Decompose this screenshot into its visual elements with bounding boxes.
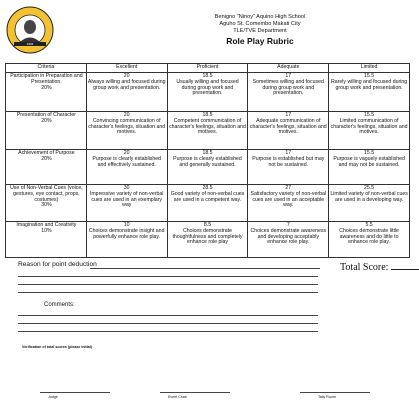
judge-signature-line[interactable] [40,392,110,393]
header-criteria: Criteria [6,64,87,73]
rating-cell [329,150,410,185]
criteria-cell [6,112,87,150]
criteria-name: Achievement of Purpose [18,150,75,156]
rating-cell [329,222,410,258]
total-score-field[interactable] [391,261,419,270]
rating-cell [248,222,329,258]
rating-description: Purpose is clearly established and generally sustained. [173,155,242,168]
rating-cell [167,73,248,112]
rating-description: Always willing and focused during group work and presentation. [87,78,166,91]
total-score-label: Total Score: [340,262,389,273]
rating-score: 15.5 [364,112,375,118]
rating-score: 30 [123,185,130,191]
criteria-weight: 20% [41,155,52,162]
comments-input-line[interactable] [18,331,318,332]
rating-description: Choices demonstrate awareness and developing acceptably enhance role play. [250,227,327,246]
reason-input-line[interactable] [90,268,320,269]
rating-score: 15.5 [364,73,375,79]
rating-score: 27 [285,185,292,191]
rating-cell [86,222,167,258]
rating-description: Impressive variety of non-verbal cues are used in an exemplary way [89,190,164,209]
rating-score: 17 [285,150,292,156]
rating-cell [167,185,248,222]
rating-cell [167,222,248,258]
rating-description: Usually willing and focused during group work and presentation. [176,78,239,97]
comments-input-line[interactable] [18,323,318,324]
rubric-title: Role Play Rubric [226,36,294,46]
school-seal-logo [6,6,54,54]
criteria-weight: 20% [41,84,52,91]
rating-description: Purpose is established but may not be sustained. [252,155,325,168]
rating-description: Purpose is vaguely established and may not be sustained. [333,155,405,168]
rating-score: 20 [123,150,130,156]
table-row [6,73,410,112]
rating-description: Convincing communication of character's feelings, situation and motives. [88,117,166,136]
rating-cell [248,112,329,150]
table-row [6,185,410,222]
criteria-name: Participation in Preparation and Presentation. [10,73,83,85]
table-row [6,150,410,185]
rating-description: Purpose is clearly established and effectively sustained. [92,155,162,168]
rating-cell [86,73,167,112]
rating-description: Choices demonstrate thoughtfulness and completely enhance role play [172,227,243,246]
verification-label: Verification of total scores (please initial) [22,345,92,349]
header-proficient: Proficient [167,64,248,73]
rating-score: 25.5 [364,185,375,191]
criteria-cell [6,222,87,258]
rubric-table [5,63,410,258]
rating-description: Adequate communication of character's feelings, situation and motives. [249,117,327,136]
criteria-name: Use of Non-Verbal Cues (voice, gestures, eye contact, props, costumes) [10,185,83,203]
tally-room-label: Tally Room [318,395,336,399]
rating-score: 20 [123,112,130,118]
rating-score: 17 [285,73,292,79]
rating-description: Limited variety of non-verbal cues are used in a developing way. [330,190,408,203]
rating-cell [329,185,410,222]
rating-description: Rarely willing and focused during group work and presentation. [331,78,408,91]
rating-score: 20 [123,73,130,79]
table-row [6,112,410,150]
judge-label: Judge [48,395,58,399]
criteria-weight: 10% [41,227,52,234]
total-score [340,261,419,273]
rating-score: 18.5 [202,150,213,156]
reason-input-line[interactable] [18,276,318,277]
rating-score: 7 [286,222,290,228]
rating-description: Good variety of non-verbal cues are used in a competent way. [170,190,245,203]
rating-score: 18.5 [202,112,213,118]
criteria-name: Imagination and Creativity [16,222,77,228]
rating-description: Competent communication of character's feelings, situation and motives. [169,117,246,136]
event-chair-label: Event Chair [168,395,187,399]
rating-cell [86,112,167,150]
table-header-row [6,64,410,73]
rating-cell [248,150,329,185]
rating-score: 17 [285,112,292,118]
rating-description: Sometimes willing and focused during group work and presentation. [252,78,324,97]
rating-score: 15.5 [364,150,375,156]
rating-description: Choices demonstrate little awareness and do little to enhance role play. [339,227,399,246]
school-address: Aguho St. Comembo Makati City [219,21,301,27]
rating-cell [329,73,410,112]
criteria-name: Presentation of Character [16,112,76,118]
rating-cell [86,185,167,222]
rating-cell [86,150,167,185]
rating-description: Choices demonstrate insight and powerfully enhance role play. [88,227,165,240]
rating-score: 18.5 [202,73,213,79]
criteria-weight: 20% [41,117,52,124]
rating-description: Satisfactory variety of non-verbal cues are used in an acceptable way. [250,190,327,209]
event-chair-signature-line[interactable] [160,392,230,393]
criteria-cell [6,185,87,222]
rating-description: Limited communication of character's feelings, situation and motives. [330,117,408,136]
header-adequate: Adequate [248,64,329,73]
rating-score: 5.5 [365,222,373,228]
rating-score: 8.5 [203,222,212,228]
rating-cell [248,73,329,112]
comments-label: Comments: [44,302,75,308]
reason-label: Reason for point deduction [18,261,97,268]
reason-input-line[interactable] [18,292,318,293]
comments-input-line[interactable] [18,315,318,316]
rating-cell [167,150,248,185]
table-row [6,222,410,258]
department-name: TLE/TVE Department [233,28,287,34]
header-limited: Limited [329,64,410,73]
tally-room-signature-line[interactable] [300,392,370,393]
rating-cell [248,185,329,222]
rating-score: 10 [123,222,130,228]
school-name: Benigno “Ninoy” Aquino High School [214,14,306,20]
rating-score: 28.5 [202,185,213,191]
rating-cell [167,112,248,150]
header-excellent: Excellent [86,64,167,73]
reason-input-line[interactable] [18,284,318,285]
document-header [150,14,370,46]
criteria-cell [6,73,87,112]
svg-text:1966: 1966 [26,42,34,47]
rating-cell [329,112,410,150]
criteria-cell [6,150,87,185]
criteria-weight: 30% [41,202,52,209]
